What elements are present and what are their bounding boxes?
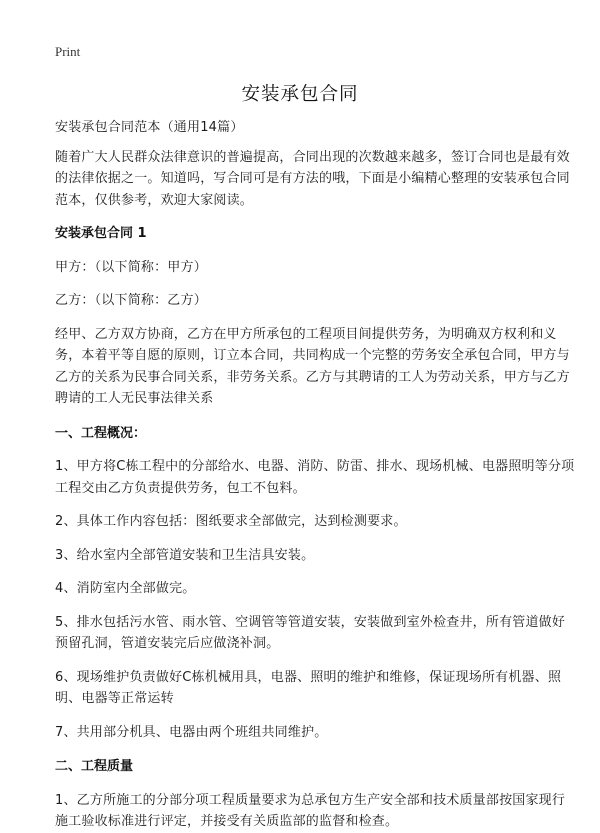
list-item: 4、消防室内全部做完。 xyxy=(55,581,196,596)
party-b-line: 乙方：（以下简称：乙方） xyxy=(55,293,207,308)
document-body xyxy=(55,117,577,833)
list-item: 2、具体工作内容包括：图纸要求全部做完，达到检测要求。 xyxy=(55,514,407,529)
print-label: Print xyxy=(55,44,81,59)
document-title: 安装承包合同 xyxy=(241,84,359,105)
preamble-paragraph: 经甲、乙方双方协商，乙方在甲方所承包的工程项目间提供劳务，为明确双方权利和义务，本着平等自愿的原则，订立本合同，共同构成一个完整的劳务安全承包合同，甲方与乙方的关系为民事合同关系，非劳务关系。乙方与其聘请的工人为劳动关系，甲方与乙方聘请的工人无民事法律关系 xyxy=(55,326,570,406)
list-item: 5、排水包括污水管、雨水管、空调管等管道安装，安装做到室外检查井，所有管道做好预留孔洞，管道安装完后应做浇补洞。 xyxy=(55,614,566,651)
contract-heading: 安装承包合同 1 xyxy=(55,226,147,241)
list-item: 1、乙方所施工的分部分项工程质量要求为总承包方生产安全部和技术质量部按国家现行施工验收标准进行评定，并接受有关质监部的监督和检查。 xyxy=(55,792,566,829)
section-heading: 二、工程质量 xyxy=(55,759,134,774)
intro-paragraph: 随着广大人民群众法律意识的普遍提高，合同出现的次数越来越多，签订合同也是最有效的法律依据之一。知道吗，写合同可是有方法的哦，下面是小编精心整理的安装承包合同范本，仅供参考，欢迎大家阅读。 xyxy=(55,149,570,208)
document-subtitle: 安装承包合同范本（通用14篇） xyxy=(55,120,244,135)
list-item: 6、现场维护负责做好C栋机械用具，电器、照明的维护和维修，保证现场所有机器、照明、电器等正常运转 xyxy=(55,669,562,706)
list-item: 7、共用部分机具、电器由两个班组共同维护。 xyxy=(55,724,328,740)
section-heading: 一、工程概况： xyxy=(55,425,147,441)
list-item: 3、给水室内全部管道安装和卫生洁具安装。 xyxy=(55,547,315,563)
list-item: 1、甲方将C栋工程中的分部给水、电器、消防、防雷、排水、现场机械、电器照明等分项工程交由乙方负责提供劳务，包工不包料。 xyxy=(55,459,575,496)
party-a-line: 甲方：（以下简称：甲方） xyxy=(55,259,207,275)
